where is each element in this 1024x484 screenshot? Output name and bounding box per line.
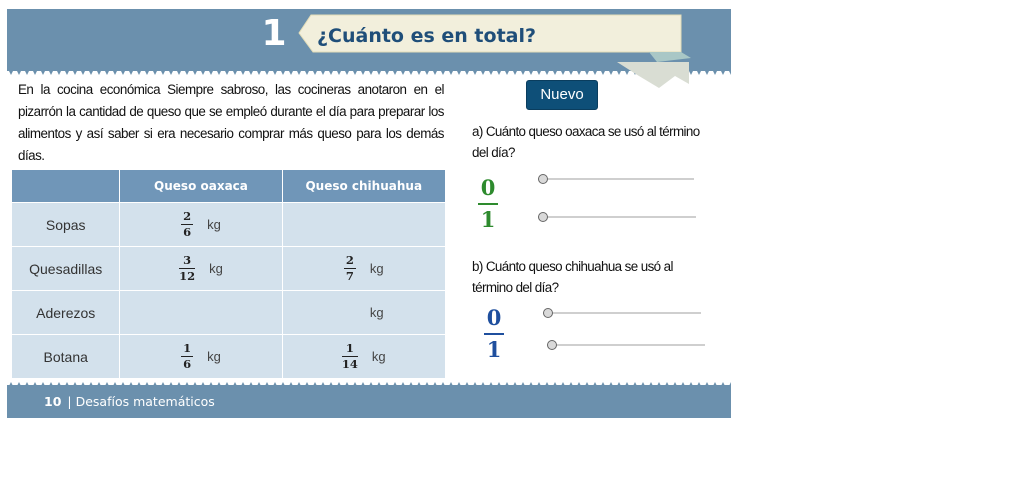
fraction-numerator: 2 [345,253,354,267]
unit-label: kg [371,349,386,364]
cell-chihuahua [282,335,445,379]
cell-oaxaca [120,291,282,335]
slider-knob[interactable] [547,340,557,350]
fraction-denominator: 6 [183,225,192,239]
table-row [12,291,446,335]
table-header-row [12,170,446,203]
footer-divider: | [67,394,76,409]
answer-a-numerator: 0 [480,175,496,200]
footer-zigzag-edge [7,380,731,390]
cell-oaxaca [120,247,282,291]
cell-quantity [120,254,281,283]
cell-chihuahua [282,247,445,291]
row-label: Botana [12,335,120,379]
cell-oaxaca [120,335,282,379]
answer-b-denominator-slider[interactable] [547,340,705,350]
slider-knob[interactable] [538,174,548,184]
table-body [12,203,446,379]
table-header-chihuahua: Queso chihuahua [282,170,445,203]
answer-a-fraction-bar [478,203,498,205]
answer-b-numerator: 0 [486,305,502,330]
row-label: Sopas [12,203,120,247]
cell-quantity [283,254,445,283]
page [7,9,731,418]
intro-paragraph: En la cocina económica Siempre sabroso, las cocineras anotaron en el pizarrón la cantidad de queso que se empleó durante el día para preparar los alimentos y así saber si era necesario comprar más queso para los demás días. [18,82,444,163]
fraction [181,342,193,371]
slider-knob[interactable] [538,212,548,222]
table-header-oaxaca: Queso oaxaca [120,170,282,203]
book-title: Desafíos matemáticos [75,394,215,409]
cell-quantity [120,210,281,239]
unit-label: kg [207,349,221,364]
answer-b-numerator-slider[interactable] [543,308,701,318]
fraction-denominator: 6 [183,357,192,371]
cell-quantity [283,342,445,371]
question-b: b) Cuánto queso chihuahua se usó al término del día? [472,259,673,295]
cell-chihuahua [282,203,445,247]
table-row [12,247,446,291]
slider-track [547,344,705,346]
fraction-denominator: 7 [345,269,354,283]
answer-b-fraction [484,306,504,362]
question-a: a) Cuánto queso oaxaca se usó al término del día? [472,124,700,160]
answer-a-fraction [478,176,498,232]
footer-text [44,393,215,411]
table-header-empty [12,170,120,203]
row-label: Quesadillas [12,247,120,291]
fraction [342,342,358,371]
new-button[interactable]: Nuevo [526,80,598,110]
answer-a-numerator-slider[interactable] [538,174,694,184]
cell-oaxaca [120,203,282,247]
page-number: 10 [44,394,62,409]
fraction [179,254,195,283]
answer-b-denominator: 1 [486,337,502,362]
unit-label: kg [209,261,223,276]
cell-quantity [283,305,445,320]
page-title: ¿Cuánto es en total? [317,25,537,47]
fraction [181,210,193,239]
row-label: Aderezos [12,291,120,335]
answer-a-denominator: 1 [480,207,496,232]
unit-label: kg [369,261,384,276]
chapter-number: 1 [261,13,287,54]
fraction-numerator: 3 [183,253,192,267]
answer-b-fraction-bar [484,333,504,335]
fraction-numerator: 1 [345,341,354,355]
answer-a-denominator-slider[interactable] [538,212,696,222]
slider-track [538,178,694,180]
slider-track [538,216,696,218]
table-row [12,335,446,379]
unit-label: kg [369,305,384,320]
table-row [12,203,446,247]
cheese-table [11,169,446,379]
fraction-denominator: 12 [179,269,196,283]
fraction-numerator: 2 [183,209,192,223]
slider-track [543,312,701,314]
cell-chihuahua [282,291,445,335]
cell-quantity [120,342,281,371]
fraction-denominator: 14 [341,357,358,371]
fraction [344,254,356,283]
fraction-numerator: 1 [183,341,192,355]
slider-knob[interactable] [543,308,553,318]
unit-label: kg [207,217,221,232]
